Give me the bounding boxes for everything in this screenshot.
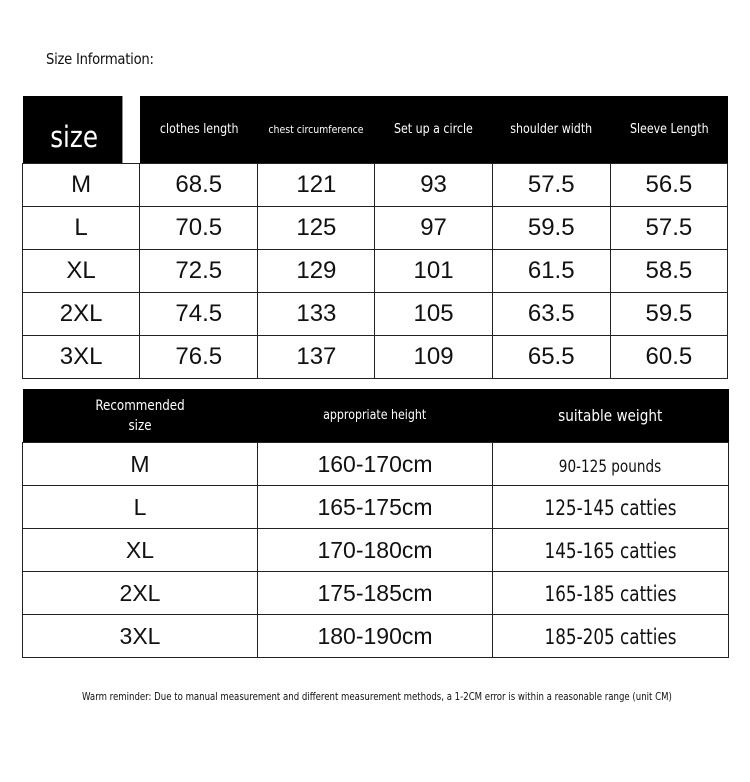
size-cell: 3XL: [23, 615, 258, 658]
size-cell: 2XL: [23, 572, 258, 615]
size-cell: M: [23, 164, 140, 207]
circle-cell: 97: [375, 207, 492, 250]
circle-cell: 109: [375, 336, 492, 379]
shoulder-cell: 63.5: [492, 293, 610, 336]
table-row: [23, 164, 728, 207]
sleeve-cell: 60.5: [610, 336, 727, 379]
recommendation-header-row: [23, 389, 729, 443]
height-cell: 165-175cm: [258, 486, 493, 529]
chest-cell: 137: [258, 336, 375, 379]
table-row: [23, 443, 729, 486]
header-chest-circumference: chest circumference: [258, 96, 375, 164]
header-recommended-size: Recommended size: [23, 389, 258, 443]
chest-cell: 125: [258, 207, 375, 250]
chest-cell: 121: [258, 164, 375, 207]
clothes-length-cell: 74.5: [140, 293, 258, 336]
size-cell: XL: [23, 250, 140, 293]
header-set-up-circle: Set up a circle: [375, 96, 492, 164]
section-heading: Size Information:: [46, 50, 154, 68]
shoulder-cell: 59.5: [492, 207, 610, 250]
height-cell: 180-190cm: [258, 615, 493, 658]
warm-reminder-note: Warm reminder: Due to manual measurement and different measurement methods, a 1-2CM error is within a reasonable range (unit CM): [82, 690, 672, 703]
header-size: size: [23, 96, 123, 164]
header-suitable-weight: suitable weight: [493, 389, 729, 443]
chest-cell: 129: [258, 250, 375, 293]
circle-cell: 93: [375, 164, 492, 207]
weight-cell: 165-185 catties: [493, 572, 729, 615]
size-cell: 3XL: [23, 336, 140, 379]
sleeve-cell: 57.5: [610, 207, 727, 250]
table-row: [23, 572, 729, 615]
header-shoulder-width: shoulder width: [492, 96, 610, 164]
shoulder-cell: 65.5: [492, 336, 610, 379]
shoulder-cell: 61.5: [492, 250, 610, 293]
clothes-length-cell: 70.5: [140, 207, 258, 250]
size-cell: L: [23, 486, 258, 529]
size-cell: M: [23, 443, 258, 486]
size-cell: L: [23, 207, 140, 250]
size-chart-table: [22, 96, 728, 379]
sleeve-cell: 56.5: [610, 164, 727, 207]
header-clothes-length: clothes length: [140, 96, 258, 164]
weight-cell: 145-165 catties: [493, 529, 729, 572]
clothes-length-cell: 76.5: [140, 336, 258, 379]
weight-cell: 125-145 catties: [493, 486, 729, 529]
table-row: [23, 529, 729, 572]
size-cell: 2XL: [23, 293, 140, 336]
sleeve-cell: 59.5: [610, 293, 727, 336]
shoulder-cell: 57.5: [492, 164, 610, 207]
table-row: [23, 293, 728, 336]
weight-cell: 90-125 pounds: [493, 443, 729, 486]
table-row: [23, 207, 728, 250]
size-chart-header-row: [23, 96, 728, 164]
circle-cell: 105: [375, 293, 492, 336]
header-appropriate-height: appropriate height: [258, 389, 493, 443]
size-cell: XL: [23, 529, 258, 572]
height-cell: 160-170cm: [258, 443, 493, 486]
header-sleeve-length: Sleeve Length: [610, 96, 727, 164]
clothes-length-cell: 72.5: [140, 250, 258, 293]
table-row: [23, 486, 729, 529]
chest-cell: 133: [258, 293, 375, 336]
table-row: [23, 250, 728, 293]
clothes-length-cell: 68.5: [140, 164, 258, 207]
table-row: [23, 615, 729, 658]
recommendation-table: [22, 389, 729, 658]
circle-cell: 101: [375, 250, 492, 293]
table-row: [23, 336, 728, 379]
weight-cell: 185-205 catties: [493, 615, 729, 658]
height-cell: 170-180cm: [258, 529, 493, 572]
sleeve-cell: 58.5: [610, 250, 727, 293]
height-cell: 175-185cm: [258, 572, 493, 615]
